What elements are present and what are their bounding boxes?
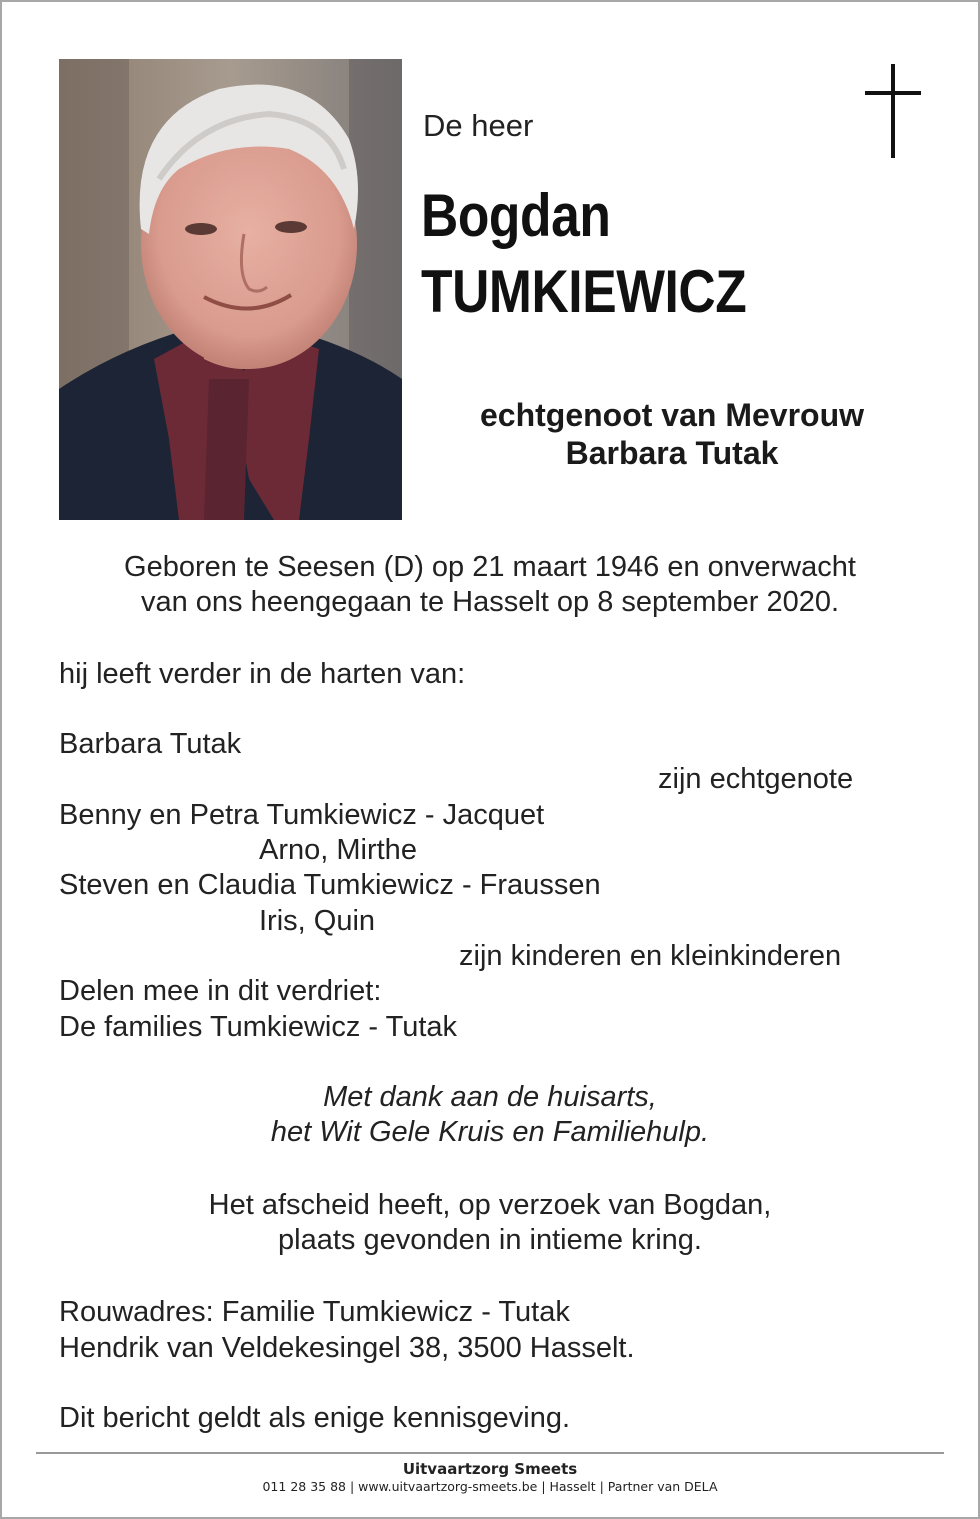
birth-line-2: van ons heengegaan te Hasselt op 8 september 2020. — [140, 586, 840, 618]
grandchildren-1: Arno, Mirthe — [259, 834, 417, 866]
share-intro: Delen mee in dit verdriet: — [59, 975, 382, 1007]
first-name: Bogdan — [421, 182, 611, 249]
cross-horizontal — [865, 91, 921, 95]
address-line-1: Rouwadres: Familie Tumkiewicz - Tutak — [59, 1296, 570, 1328]
address-line-2: Hendrik van Veldekesingel 38, 3500 Hasselt. — [59, 1332, 635, 1364]
farewell-line-2: plaats gevonden in intieme kring. — [278, 1224, 702, 1256]
child-2: Steven en Claudia Tumkiewicz - Fraussen — [59, 869, 601, 901]
cross-icon — [865, 64, 921, 158]
spouse-role: zijn echtgenote — [658, 763, 854, 795]
child-1: Benny en Petra Tumkiewicz - Jacquet — [59, 799, 545, 831]
footer-company: Uitvaartzorg Smeets — [402, 1460, 578, 1478]
cross-vertical — [891, 64, 895, 158]
spouse-line-2: Barbara Tutak — [565, 435, 779, 471]
salutation: De heer — [423, 108, 534, 143]
spouse-name: Barbara Tutak — [59, 728, 242, 760]
portrait-image — [59, 59, 402, 520]
grandchildren-2: Iris, Quin — [259, 905, 376, 937]
families: De families Tumkiewicz - Tutak — [59, 1011, 458, 1043]
spouse-line-1: echtgenoot van Mevrouw — [479, 397, 865, 433]
footer-details: 011 28 35 88 | www.uitvaartzorg-smeets.be | Hasselt | Partner van DELA — [262, 1479, 718, 1494]
farewell-line-1: Het afscheid heeft, op verzoek van Bogdan, — [208, 1189, 772, 1221]
notice: Dit bericht geldt als enige kennisgeving. — [59, 1402, 571, 1434]
children-role: zijn kinderen en kleinkinderen — [459, 940, 842, 972]
portrait-photo — [59, 59, 402, 520]
thanks-line-2: het Wit Gele Kruis en Familiehulp. — [270, 1116, 710, 1148]
survivors-intro: hij leeft verder in de harten van: — [59, 658, 466, 690]
birth-line-1: Geboren te Seesen (D) op 21 maart 1946 en onverwacht — [124, 551, 856, 583]
thanks-line-1: Met dank aan de huisarts, — [323, 1081, 657, 1113]
last-name: TUMKIEWICZ — [421, 258, 747, 325]
footer-divider — [36, 1452, 944, 1454]
spouse-block — [430, 396, 914, 472]
